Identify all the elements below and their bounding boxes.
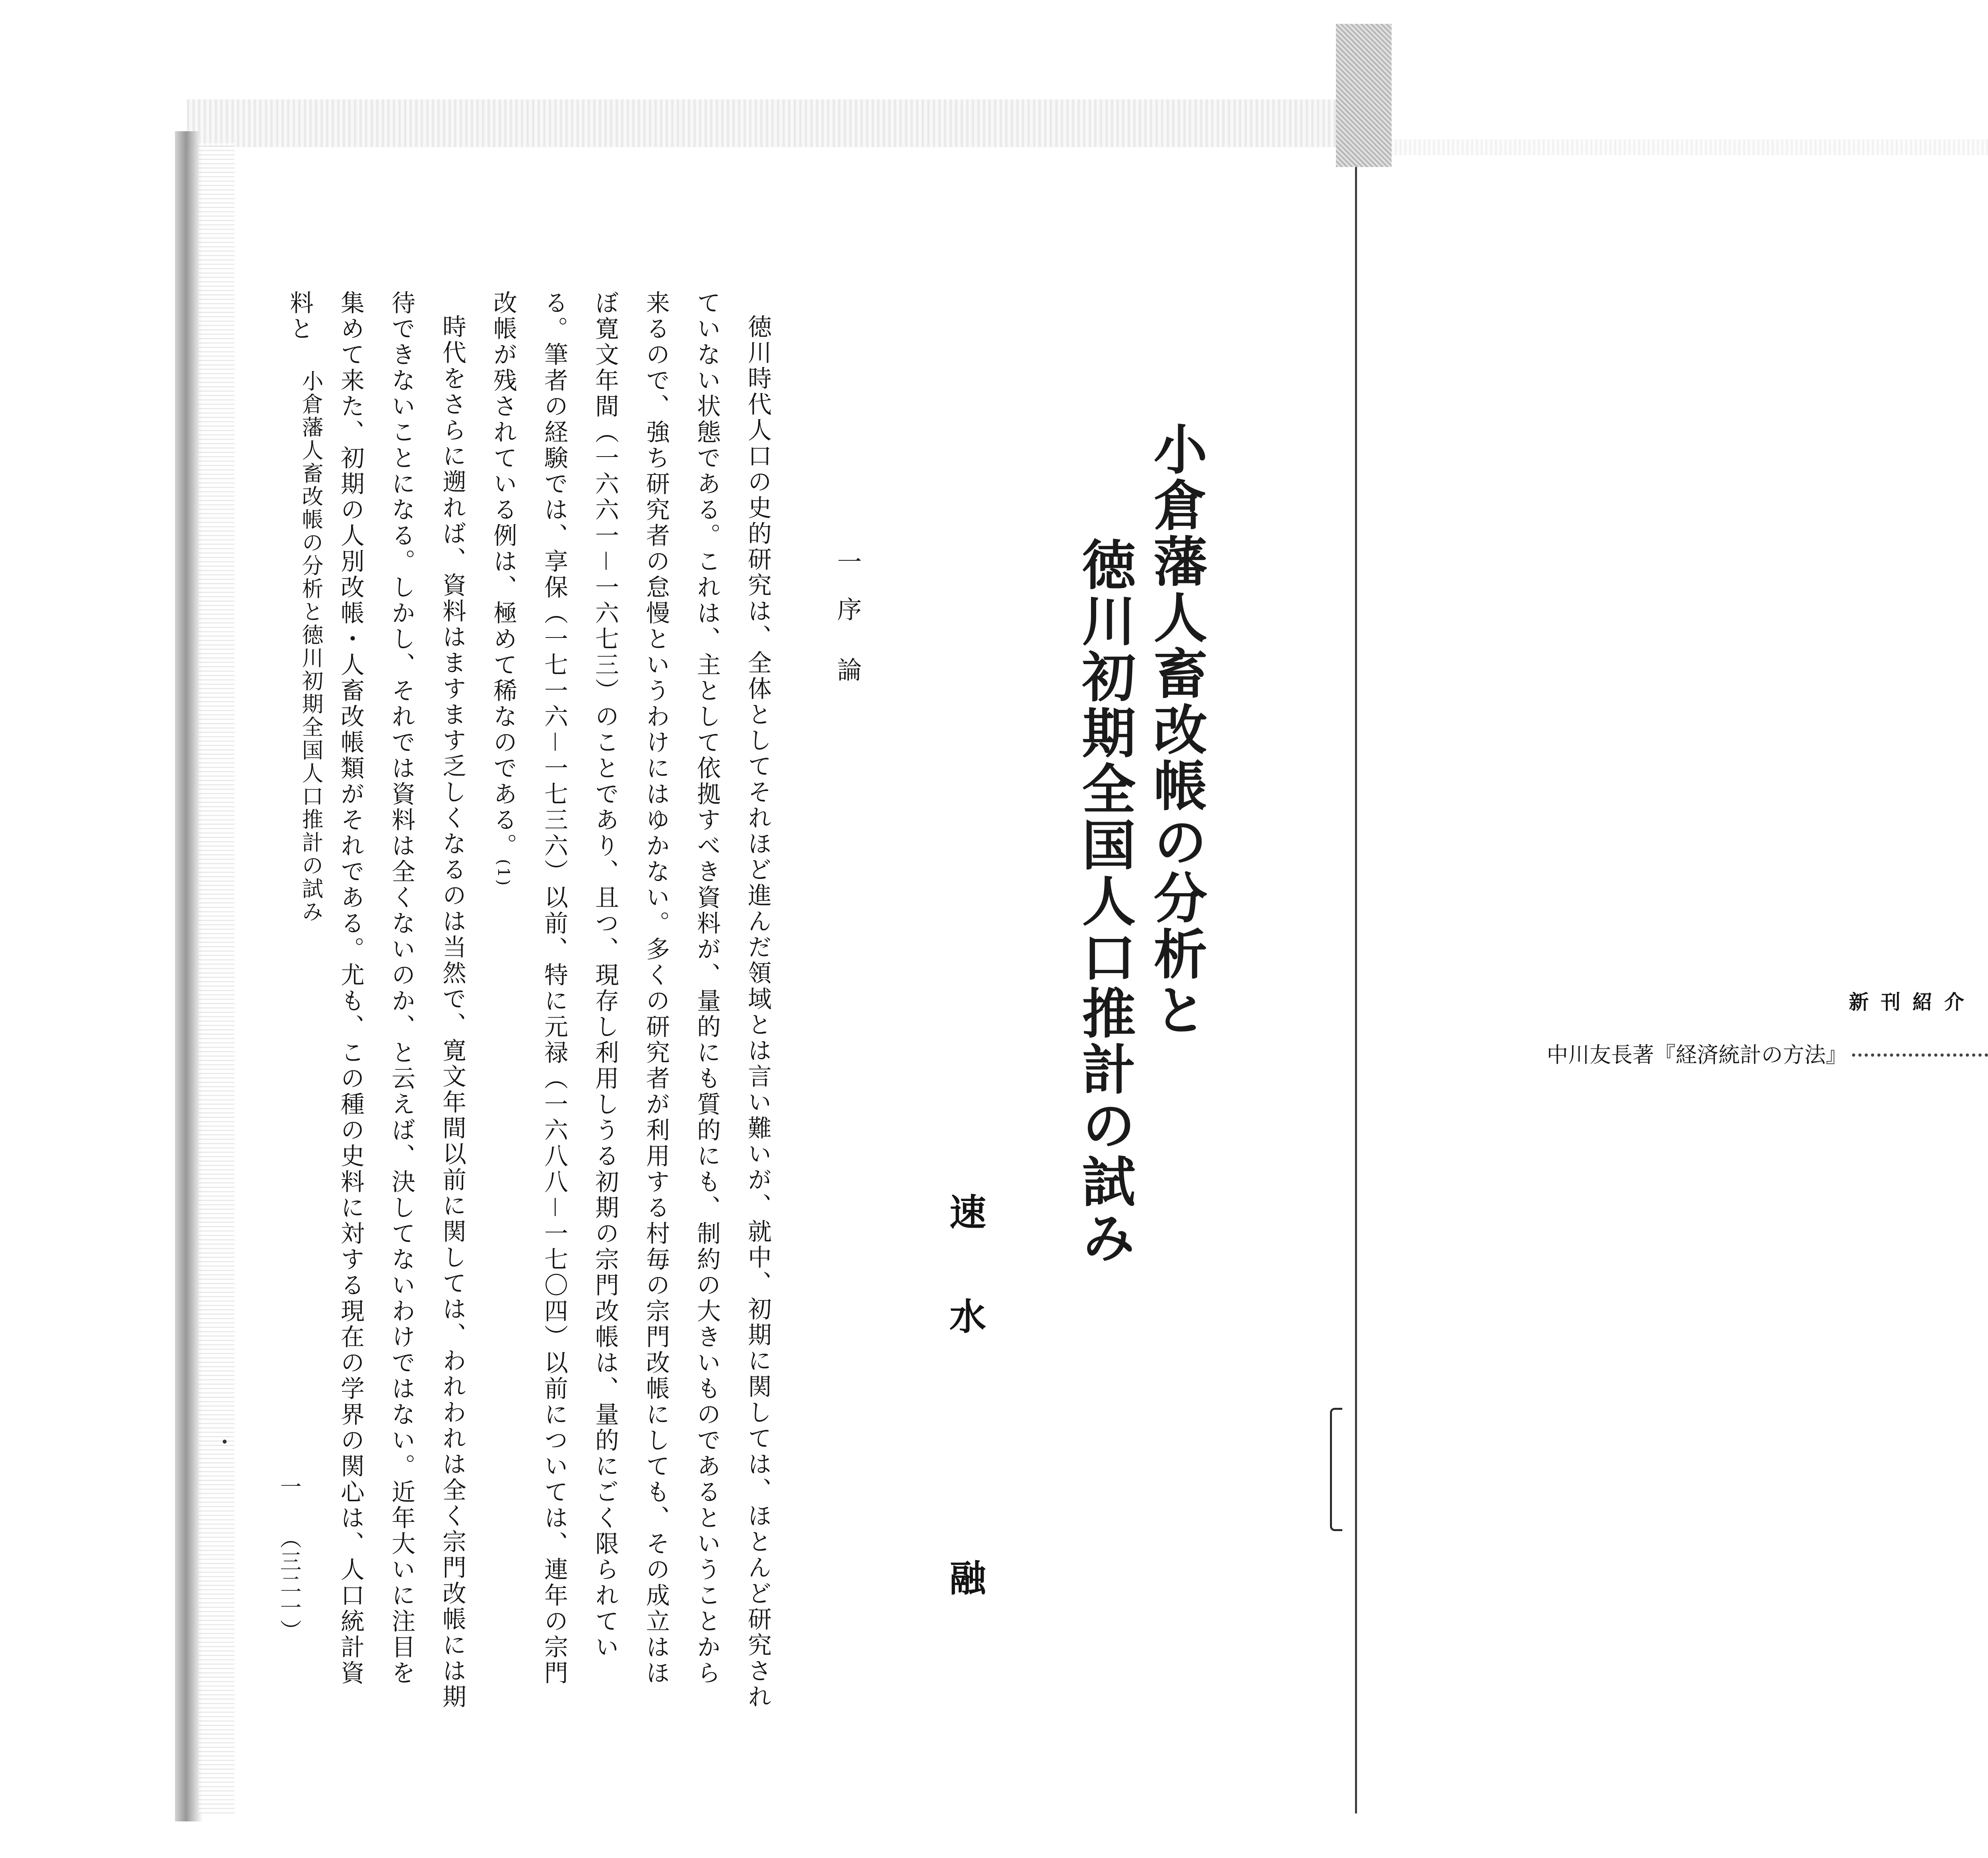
running-head: 小倉藩人畜改帳の分析と徳川初期全国人口推計の試み — [299, 370, 324, 923]
body-paragraph-1-text: 徳川時代人口の史的研究は、全体としてそれほど進んだ領域とは言い難いが、就中、初期に関しては、ほとんど研究されていない状態である。これは、主として依拠すべき資料が、量的にも質的にも、制約の大きいものであるということから来るので、強ち研究者の怠慢というわけにはゆかない。多くの研究者が利用する村毎の宗門改帳にしても、その成立はほぼ寛文年間（一六六一－一六七三）のことであり、且つ、現存し利用しうる初期の宗門改帳は、量的にごく限られている。筆者の経験では、享保（一七一六－一七三六）以前、特に元禄（一六八八－一七〇四）以前については、連年の宗門改帳が残されている例は、極めて稀なのである。 — [489, 290, 772, 1710]
new-book-review-heading: 新刊紹介 — [1849, 991, 1976, 1014]
section-number: 一 — [833, 549, 862, 573]
binding-spine-top — [1336, 24, 1392, 167]
article-title-line2: 徳川初期全国人口推計の試み — [1073, 537, 1136, 1266]
article-title-line1: 小倉藩人畜改帳の分析と — [1145, 422, 1207, 1038]
binding-clip — [1330, 1408, 1342, 1531]
dot-leader — [1852, 1053, 1988, 1057]
left-page-edge-grain — [199, 143, 235, 1813]
author-given-name: 融 — [944, 1559, 986, 1596]
body-paragraph-2: 時代をさらに遡れば、資料はますます乏しくなるのは当然で、寛文年間以前に関しては、われわれは全く宗門改帳には期待できないことになる。しかし、それでは資料は全くないのか、と云えば、決してないわけではない。近年大いに注目を集めて来た、初期の人別改帳・人畜改帳類がそれである。尤も、この種の史料に対する現在の学界の関心は、人口統計資料と — [286, 290, 466, 1710]
page-number-paren: （三二一） — [277, 1527, 302, 1642]
scan-speck — [223, 1440, 227, 1444]
author-family-name: 速水 — [944, 1193, 986, 1401]
scan-shadow-top — [187, 99, 1340, 147]
toc-entry-title: 中川友長著『経済統計の方法』 — [1547, 1042, 1847, 1067]
page-number-kanji: 一 — [277, 1475, 302, 1497]
body-paragraph-1 — [478, 290, 783, 1710]
toc-entry — [1547, 1038, 1988, 1066]
binding-spine-line — [1355, 167, 1357, 1813]
section-title: 序論 — [833, 597, 862, 717]
scan-shadow-top-right — [1352, 139, 1988, 155]
footnote-reference: (1) — [494, 859, 513, 888]
